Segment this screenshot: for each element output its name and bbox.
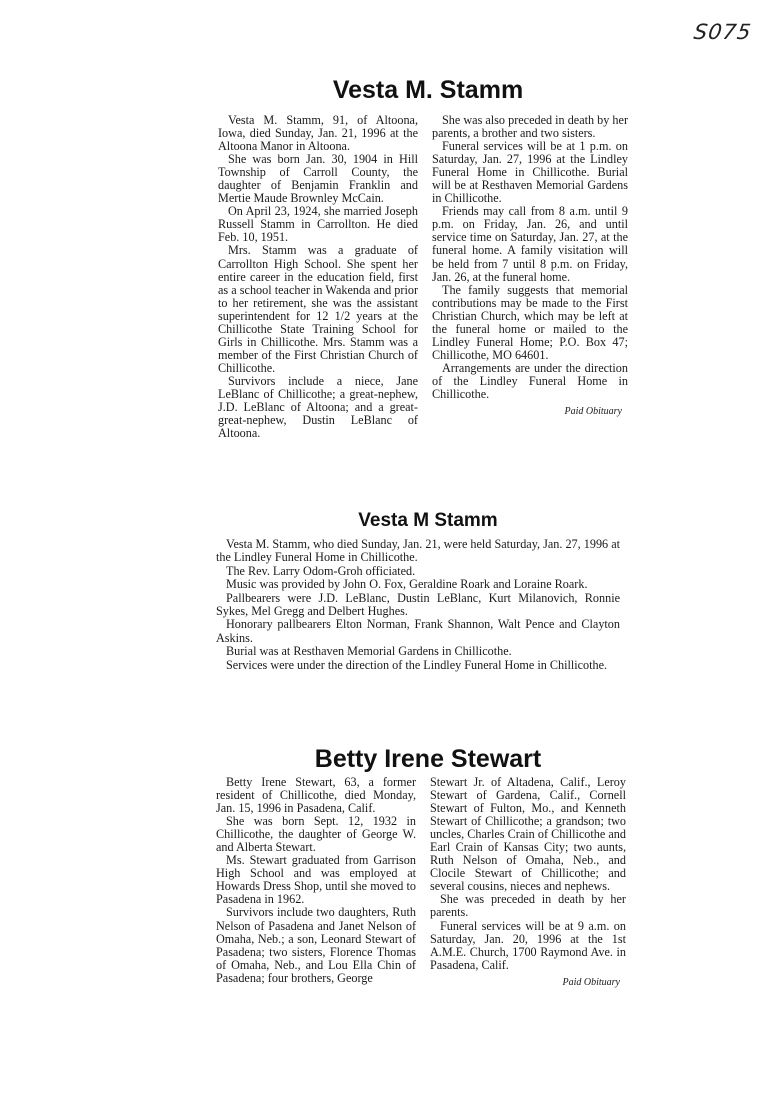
paragraph: Pallbearers were J.D. LeBlanc, Dustin LeBlanc, Kurt Milanovich, Ronnie Sykes, Mel Gregg and Delbert Hughes. <box>216 590 620 619</box>
obituary-2-body <box>216 538 620 672</box>
paragraph: Funeral services will be at 1 p.m. on Saturday, Jan. 27, 1996 at the Lindley Funeral Home in Chillicothe. Burial will be at Resthaven Memorial Gardens in Chillicothe. <box>432 139 628 206</box>
obituary-1-headline: Vesta M. Stamm <box>332 76 524 104</box>
paragraph: Betty Irene Stewart, 63, a former resident of Chillicothe, died Monday, Jan. 15, 1996 in Pasadena, Calif. <box>216 775 416 816</box>
paragraph-continuation: Stewart Jr. of Altadena, Calif., Leroy Stewart of Gardena, Calif., Cornell Stewart of Fulton, Mo., and Kenneth Stewart of Chillicothe; a grandson; two uncles, Charles Crain of Chillicothe and Earl Crain of Kansas City; two aunts, Ruth Nelson of Omaha, Neb., and Clocile Stewart of Chillicothe; and several cousins, nieces and nephews. <box>430 775 626 894</box>
obituary-3-column-1 <box>216 776 416 985</box>
paragraph: Services were under the direction of the Lindley Funeral Home in Chillicothe. <box>226 657 608 672</box>
handwritten-page-mark: S075 <box>692 20 754 44</box>
paid-obituary-label: Paid Obituary <box>562 976 620 988</box>
paragraph: Vesta M. Stamm, 91, of Altoona, Iowa, died Sunday, Jan. 21, 1996 at the Altoona Manor in Altoona. <box>218 113 418 154</box>
paragraph: Music was provided by John O. Fox, Geraldine Roark and Loraine Roark. <box>226 577 588 592</box>
paragraph: Arrangements are under the direction of the Lindley Funeral Home in Chillicothe. <box>432 360 628 401</box>
paragraph: The Rev. Larry Odom-Groh officiated. <box>226 563 416 578</box>
paragraph: She was preceded in death by her parents. <box>430 892 626 920</box>
paragraph: Burial was at Resthaven Memorial Gardens in Chillicothe. <box>226 644 512 659</box>
paragraph: The family suggests that memorial contributions may be made to the First Christian Church, which may be left at the funeral home or mailed to the Lindley Funeral Home; P.O. Box 47; Chillicothe, MO 64601. <box>432 282 628 362</box>
paragraph: Funeral services will be at 9 a.m. on Saturday, Jan. 20, 1996 at the 1st A.M.E. Church, 1700 Raymond Ave. in Pasadena, Calif. <box>430 918 626 972</box>
paragraph: Survivors include a niece, Jane LeBlanc of Chillicothe; a great-nephew, J.D. LeBlanc of Altoona; and a great-great-nephew, Dustin LeBlanc of Altoona. <box>218 373 418 441</box>
paragraph: She was born Jan. 30, 1904 in Hill Township of Carroll County, the daughter of Benjamin Franklin and Mertie Maude Brownley McCain. <box>218 152 418 206</box>
paragraph: She was also preceded in death by her parents, a brother and two sisters. <box>432 113 628 141</box>
paragraph: Friends may call from 8 a.m. until 9 p.m. on Friday, Jan. 26, and until service time on Saturday, Jan. 27, at the funeral home. A family visitation will be held from 7 until 8 p.m. on Friday, Jan. 26, at the funeral home. <box>432 204 628 284</box>
paragraph: She was born Sept. 12, 1932 in Chillicothe, the daughter of George W. and Alberta Stewart. <box>216 814 416 855</box>
paragraph: Ms. Stewart graduated from Garrison High School and was employed at Howards Dress Shop, until she moved to Pasadena in 1962. <box>216 853 416 907</box>
paragraph: On April 23, 1924, she married Joseph Russell Stamm in Carrollton. He died Feb. 10, 1951. <box>218 204 418 245</box>
paragraph: Honorary pallbearers Elton Norman, Frank Shannon, Walt Pence and Clayton Askins. <box>216 617 620 645</box>
paragraph: Survivors include two daughters, Ruth Nelson of Pasadena and Janet Nelson of Omaha, Neb.; a son, Leonard Stewart of Pasadena; two sisters, Florence Thomas of Omaha, Neb., and Lou Ella Chin of Pasadena; four brothers, George <box>216 905 416 985</box>
obituary-3-headline: Betty Irene Stewart <box>314 745 542 773</box>
obituary-1-column-2 <box>432 114 628 418</box>
obituary-1-column-1 <box>218 114 418 440</box>
paid-obituary-label: Paid Obituary <box>564 406 622 418</box>
obituary-3-column-2 <box>430 776 626 989</box>
paragraph: Mrs. Stamm was a graduate of Carrollton High School. She spent her entire career in the education field, first as a school teacher in Wakenda and prior to her retirement, she was the assistant superintendent for 12 1/2 years at the Chillicothe State Training School for Girls in Chillicothe. Mrs. Stamm was a member of the First Christian Church of Chillicothe. <box>218 243 418 375</box>
paragraph: Vesta M. Stamm, who died Sunday, Jan. 21, were held Saturday, Jan. 27, 1996 at the Lindley Funeral Home in Chillicothe. <box>216 537 620 565</box>
obituary-2-headline: Vesta M Stamm <box>358 510 498 531</box>
